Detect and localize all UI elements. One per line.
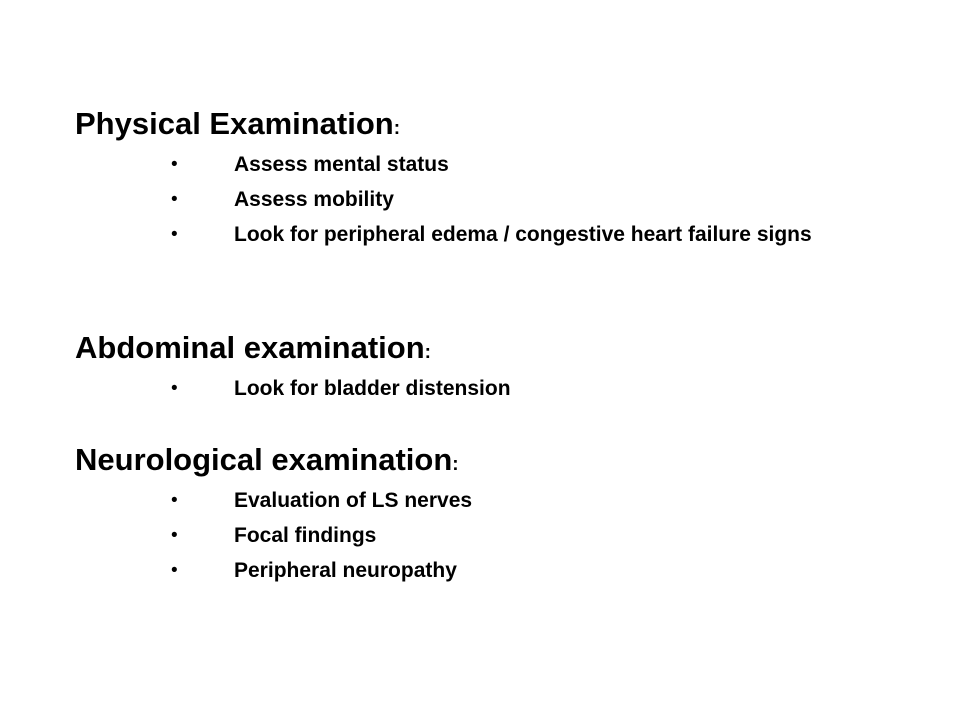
list-item [75,483,894,518]
abdominal-examination-section [75,330,935,406]
list-item [75,371,894,406]
bullet-list [75,371,935,406]
section-heading [75,330,935,371]
list-item [75,518,894,553]
list-item-text: Look for bladder distension [234,377,511,400]
bullet-icon: • [171,154,178,175]
list-item-text: Assess mental status [234,153,449,176]
list-item [75,182,894,217]
bullet-icon: • [171,525,178,546]
section-heading [75,106,935,147]
bullet-icon: • [171,189,178,210]
heading-text: Abdominal examination [75,330,425,365]
heading-text: Neurological examination [75,442,453,477]
list-item-text: Evaluation of LS nerves [234,489,473,512]
bullet-icon: • [171,224,178,245]
physical-examination-section [75,106,935,252]
list-item [75,147,894,182]
bullet-icon: • [171,490,178,511]
list-item-text: Peripheral neuropathy [234,559,457,582]
bullet-list [75,483,935,588]
section-heading [75,442,935,483]
bullet-icon: • [171,378,178,399]
bullet-list [75,147,935,252]
list-item-text: Look for peripheral edema / congestive heart failure signs [234,223,812,246]
list-item-text: Focal findings [234,524,377,547]
list-item [75,217,894,252]
heading-colon: : [393,118,401,139]
heading-colon: : [452,454,459,475]
neurological-examination-section [75,442,935,588]
bullet-icon: • [171,560,178,581]
list-item [75,553,894,588]
heading-colon: : [424,342,431,363]
heading-text: Physical Examination [75,106,394,141]
list-item-text: Assess mobility [234,188,394,211]
